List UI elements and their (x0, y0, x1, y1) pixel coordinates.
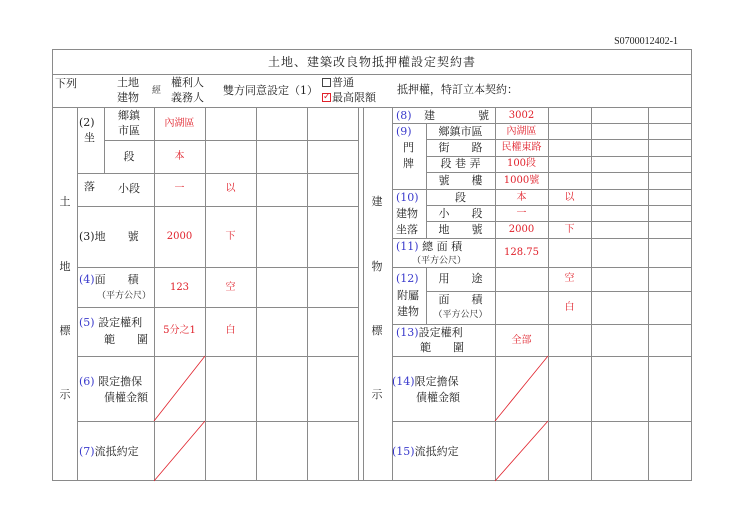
land-township-value: 內湖區 (164, 118, 195, 129)
divider (363, 107, 364, 481)
item-number-15: (15) (392, 445, 415, 458)
bldg-foreclosure-label: 流抵約定 (414, 445, 459, 458)
label-foreclosure (79, 445, 139, 459)
item-number-10: (10) (396, 191, 419, 204)
label-building-loc-1: 建物 (396, 207, 418, 220)
item-number-9: (9) (396, 125, 412, 138)
strike-through-icon (154, 421, 205, 481)
divider (77, 107, 78, 481)
door-number-value: 1000號 (503, 175, 540, 186)
divider (77, 206, 358, 207)
option-ordinary[interactable] (322, 76, 354, 90)
side-char: 建 (371, 195, 383, 208)
header-agree: 雙方同意設定（1） (223, 84, 318, 97)
label-building-no-2: 號 (478, 109, 489, 122)
document-id: S0700012402-1 (614, 36, 678, 47)
side-char: 物 (371, 260, 383, 273)
label-door-lane: 段 巷 弄 (440, 157, 481, 170)
divider (392, 107, 393, 481)
guarantee-label: 限定擔保 (98, 375, 143, 388)
label-bldg-section: 段 (455, 191, 466, 204)
annex-area-value: 白 (564, 302, 575, 313)
label-guarantee (79, 375, 142, 389)
side-char: 示 (59, 388, 71, 401)
item-number-3: (3) (79, 230, 95, 243)
divider (426, 139, 692, 140)
label-section: 段 (123, 150, 135, 163)
strike-through-icon (495, 356, 548, 421)
land-lot-value-2: 下 (225, 231, 236, 242)
header-land: 土地 (117, 76, 139, 89)
side-char: 土 (59, 195, 71, 208)
bldg-lot-value-2: 下 (564, 224, 575, 235)
label-door-township: 鄉鎮市區 (438, 125, 483, 138)
annex-use-value: 空 (564, 273, 575, 284)
foreclosure-label: 流抵約定 (94, 445, 139, 458)
label-total-area-unit: （平方公尺） (412, 256, 467, 266)
item-number-14: (14) (392, 375, 415, 388)
label-total-area (396, 240, 462, 254)
label-bldg-lot: 地 號 (438, 223, 483, 236)
divider (358, 107, 359, 481)
side-char: 標 (371, 324, 383, 337)
label-annex-area-unit: （平方公尺） (433, 310, 488, 320)
land-lot-value: 2000 (166, 231, 193, 242)
bldg-lot-value: 2000 (508, 224, 535, 235)
location-char-1: 坐 (84, 131, 95, 144)
door-plate-char-1: 門 (403, 141, 414, 154)
item-number-5: (5) (79, 316, 95, 329)
side-char: 標 (59, 324, 71, 337)
land-area-value: 123 (169, 282, 190, 293)
land-scope-value: 5分之1 (163, 325, 196, 336)
label-area-unit: （平方公尺） (97, 291, 152, 301)
item-number-11: (11) (396, 240, 419, 253)
option-ordinary-label: 普通 (332, 76, 354, 89)
header-via: 經 (152, 86, 162, 96)
divider (52, 107, 692, 108)
total-area-label: 總 面 積 (422, 240, 463, 253)
divider (77, 173, 358, 174)
label-building-no-1: 建 (424, 109, 435, 122)
label-township: 鄉鎮 (118, 109, 140, 122)
label-bldg-foreclosure (392, 445, 459, 459)
header-obligor: 義務人 (171, 91, 204, 104)
divider (77, 356, 358, 357)
item-number-2: (2) (79, 116, 95, 129)
divider (307, 107, 308, 481)
divider (426, 172, 692, 173)
label-door-number: 號 樓 (438, 174, 483, 187)
door-plate-char-2: 牌 (403, 157, 414, 170)
land-scope-value-2: 白 (225, 325, 236, 336)
label-right-scope (79, 316, 142, 330)
label-annex-area: 面 積 (438, 293, 483, 306)
building-no-value: 3002 (508, 110, 535, 121)
label-subsection: 小段 (118, 182, 140, 195)
document-title: 土地、建築改良物抵押權設定契約書 (267, 55, 476, 69)
label-annex-2: 建物 (397, 305, 419, 318)
divider (426, 291, 692, 292)
option-maximum-label: 最高限額 (332, 91, 376, 104)
side-char: 地 (59, 260, 71, 273)
header-suffix: 抵押權，特訂立本契約： (397, 83, 518, 96)
side-char: 示 (371, 388, 383, 401)
lot-number-label: 地 號 (94, 230, 139, 243)
location-char-2: 落 (84, 180, 95, 193)
label-right-scope-2: 範 圍 (104, 333, 148, 346)
label-annex-use: 用 途 (438, 272, 483, 285)
label-bldg-guarantee (392, 375, 459, 389)
door-street-value: 民權東路 (501, 142, 542, 153)
right-scope-label: 設定權利 (98, 316, 143, 329)
divider (591, 107, 592, 481)
door-township-value: 內湖區 (506, 126, 537, 137)
checkbox-maximum[interactable] (322, 93, 331, 102)
checkbox-ordinary[interactable] (322, 78, 331, 87)
divider (104, 140, 358, 141)
land-area-value-2: 空 (225, 282, 236, 293)
option-maximum[interactable] (322, 91, 376, 105)
label-bldg-guarantee-2: 債權金額 (416, 391, 460, 404)
divider (392, 238, 692, 239)
divider (52, 74, 692, 75)
label-building-loc-2: 坐落 (396, 223, 418, 236)
divider (77, 421, 358, 422)
divider (426, 221, 692, 222)
door-lane-value: 100段 (506, 158, 537, 169)
label-annex-1: 附屬 (397, 289, 419, 302)
item-number-7: (7) (79, 445, 95, 458)
item-number-8: (8) (396, 109, 412, 122)
header-obligee: 權利人 (171, 76, 204, 89)
header-building: 建物 (117, 91, 139, 104)
label-bldg-scope (396, 326, 463, 340)
bldg-scope-value: 全部 (511, 335, 532, 346)
item-number-4: (4) (79, 273, 95, 286)
divider (77, 307, 358, 308)
item-number-6: (6) (79, 375, 95, 388)
land-subsection-value-2: 以 (225, 183, 236, 194)
label-area (79, 273, 139, 287)
label-door-street: 街 路 (438, 141, 483, 154)
area-label: 面 積 (94, 273, 139, 286)
bldg-subsection-value: 一 (516, 208, 527, 219)
label-township-2: 市區 (118, 124, 140, 137)
divider (392, 189, 692, 190)
bldg-scope-label: 設定權利 (418, 326, 463, 339)
item-number-13: (13) (396, 326, 419, 339)
strike-through-icon (154, 356, 205, 421)
label-lot-number (79, 230, 139, 244)
divider (426, 205, 692, 206)
land-subsection-value: 一 (174, 183, 185, 194)
item-number-12: (12) (396, 272, 419, 285)
divider (77, 267, 358, 268)
bldg-section-value-2: 以 (564, 192, 575, 203)
label-bldg-subsection: 小 段 (438, 207, 483, 220)
label-bldg-scope-2: 範 圍 (420, 341, 464, 354)
bldg-section-value: 本 (516, 192, 527, 203)
total-area-value: 128.75 (504, 247, 539, 258)
divider (392, 123, 692, 124)
divider (548, 107, 549, 481)
bldg-guarantee-label: 限定擔保 (414, 375, 459, 388)
strike-through-icon (495, 421, 548, 481)
header-prefix: 下列 (55, 77, 77, 90)
divider (256, 107, 257, 481)
label-guarantee-2: 債權金額 (104, 391, 148, 404)
land-section-value: 本 (174, 151, 185, 162)
divider (392, 324, 692, 325)
divider (648, 107, 649, 481)
